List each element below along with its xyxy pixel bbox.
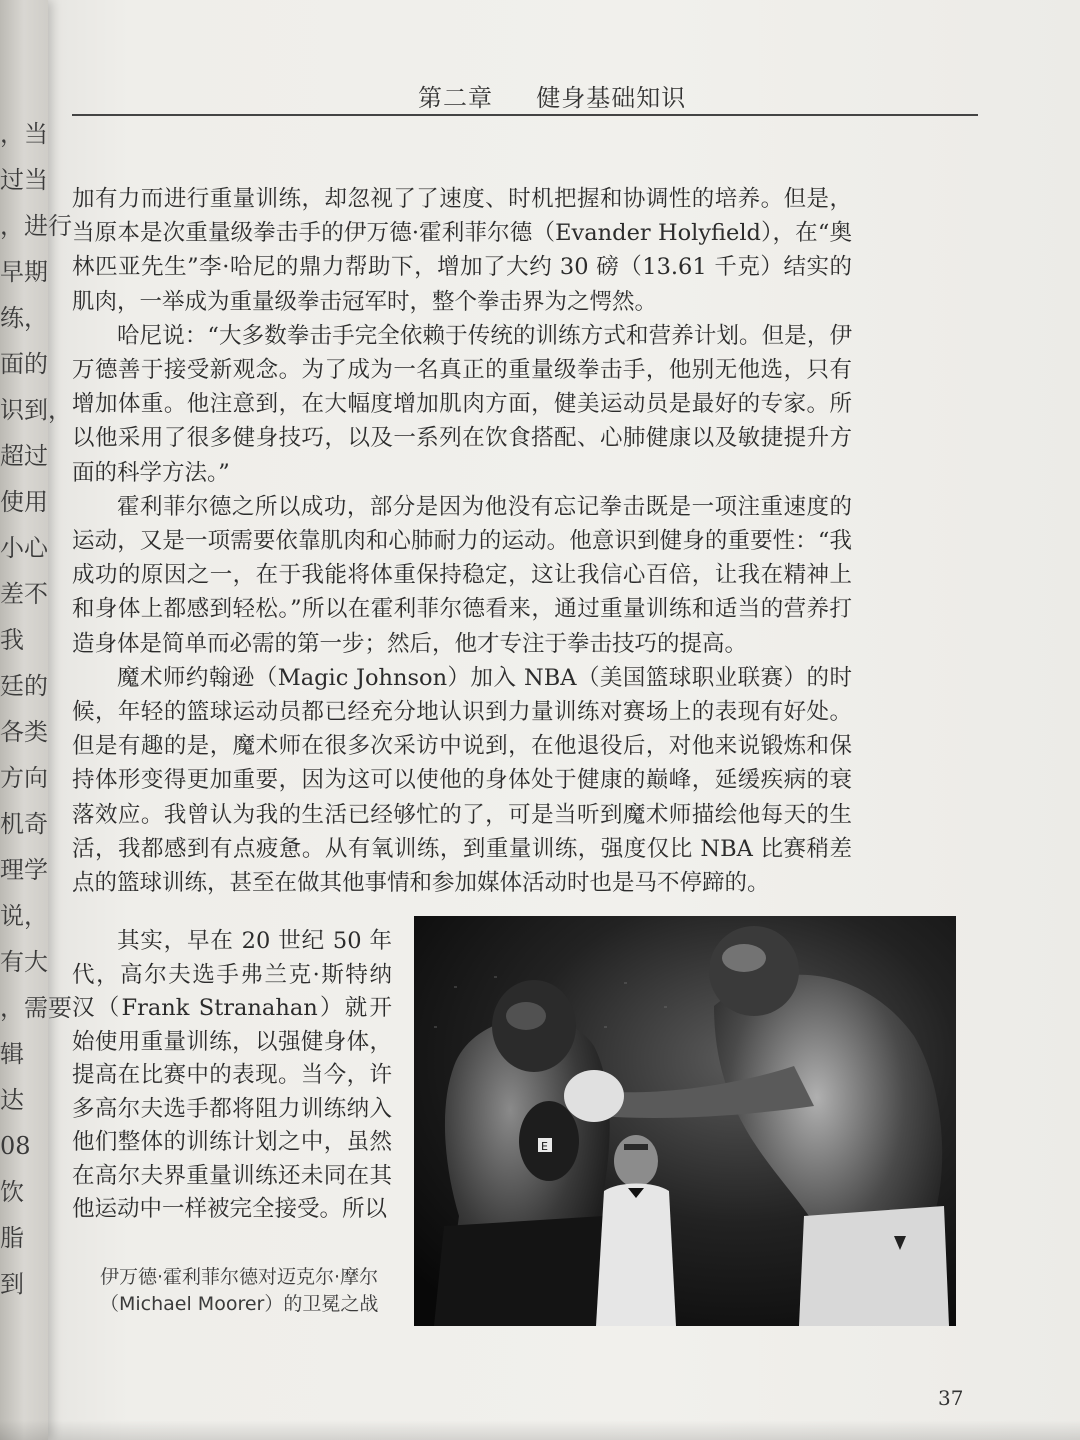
left-page-fragment: 廷的 [0, 672, 48, 700]
page-number: 37 [938, 1386, 964, 1410]
body-text [72, 182, 852, 900]
paragraph: 其实，早在 20 世纪 50 年代，高尔夫选手弗兰克·斯特纳汉（Frank Stranahan）就开始使用重量训练，以强健身体，提高在比赛中的表现。当今，许多高尔夫选手都将阻力训练纳入他们整体的训练计划之中，虽然在高尔夫界重量训练还未同在其他运动中一样被完全接受。所以 [72, 928, 392, 1222]
left-page-fragment: 差不 [0, 580, 48, 608]
page-bottom-shadow [0, 1420, 1080, 1440]
left-page-fragment: 超过 [0, 442, 48, 470]
left-page-fragment: 小心 [0, 534, 48, 562]
left-page-fragment: 到 [0, 1270, 24, 1298]
left-page-fragment: 08 [0, 1132, 31, 1160]
left-page-fragment: 面的 [0, 350, 48, 378]
left-page-fragment: 我 [0, 626, 24, 654]
left-page-fragment: ，当 [0, 120, 48, 148]
chapter-number: 第二章 [418, 84, 493, 112]
paragraph: 魔术师约翰逊（Magic Johnson）加入 NBA（美国篮球职业联赛）的时候，年轻的篮球运动员都已经充分地认识到力量训练对赛场上的表现有好处。但是有趣的是，魔术师在很多次采访中说到，在他退役后，对他来说锻炼和保持体形变得更加重要，因为这可以使他的身体处于健康的巅峰，延缓疾病的衰落效应。我曾认为我的生活已经够忙的了，可是当听到魔术师描绘他每天的生活，我都感到有点疲惫。从有氧训练，到重量训练，强度仅比 NBA 比赛稍差点的篮球训练，甚至在做其他事情和参加媒体活动时也是马不停蹄的。 [72, 664, 852, 897]
left-page-fragment: 有大 [0, 948, 48, 976]
left-page-fragment: 早期 [0, 258, 48, 286]
trunks-logo: E [541, 1140, 548, 1153]
left-page-fragment: ，需要 [0, 994, 72, 1022]
left-page-fragment: 使用 [0, 488, 48, 516]
chapter-title: 健身基础知识 [536, 84, 687, 112]
paragraph: 霍利菲尔德之所以成功，部分是因为他没有忘记拳击既是一项注重速度的运动，又是一项需要依靠肌肉和心肺耐力的运动。他意识到健身的重要性：“我成功的原因之一，在于我能将体重保持稳定，这让我信心百倍，让我在精神上和身体上都感到轻松。”所以在霍利菲尔德看来，通过重量训练和适当的营养打造身体是简单而必需的第一步；然后，他才专注于拳击技巧的提高。 [72, 493, 852, 657]
left-page-fragment: 辑 [0, 1040, 24, 1068]
left-page-fragment: ，进行 [0, 212, 72, 240]
left-page-fragment: 方向 [0, 764, 48, 792]
wrapped-paragraph [72, 925, 392, 1227]
left-page-fragment: 机奇 [0, 810, 48, 838]
left-page-fragment: 识到， [0, 396, 72, 424]
left-page-fragment: 理学 [0, 856, 48, 884]
paragraph: 哈尼说：“大多数拳击手完全依赖于传统的训练方式和营养计划。但是，伊万德善于接受新观念。为了成为一名真正的重量级拳击手，他别无他选，只有增加体重。他注意到，在大幅度增加肌肉方面，健美运动员是最好的专家。所以他采用了很多健身技巧，以及一系列在饮食搭配、心肺健康以及敏捷提升方面的科学方法。” [72, 322, 852, 486]
book-page [48, 0, 1080, 1440]
left-page-fragment: 达 [0, 1086, 24, 1114]
left-page-fragment: 各类 [0, 718, 48, 746]
left-page-fragment: 说， [0, 902, 48, 930]
running-head [418, 78, 686, 113]
boxing-photo [414, 916, 956, 1326]
left-page-fragment: 饮 [0, 1178, 24, 1206]
paragraph: 加有力而进行重量训练，却忽视了了速度、时机把握和协调性的培养。但是，当原本是次重量级拳击手的伊万德·霍利菲尔德（Evander Holyfield），在“奥林匹亚先生”李·哈尼的鼎力帮助下，增加了大约 30 磅（13.61 千克）结实的肌肉，一举成为重量级拳击冠军时，整个拳击界为之愕然。 [72, 186, 852, 315]
left-page-fragment: 练， [0, 304, 48, 332]
left-page-fragment: 过当 [0, 166, 48, 194]
header-rule [72, 114, 978, 116]
left-page-fragment: 脂 [0, 1224, 24, 1252]
figure-caption: 伊万德·霍利菲尔德对迈克尔·摩尔（Michael Moorer）的卫冕之战 [100, 1266, 379, 1315]
